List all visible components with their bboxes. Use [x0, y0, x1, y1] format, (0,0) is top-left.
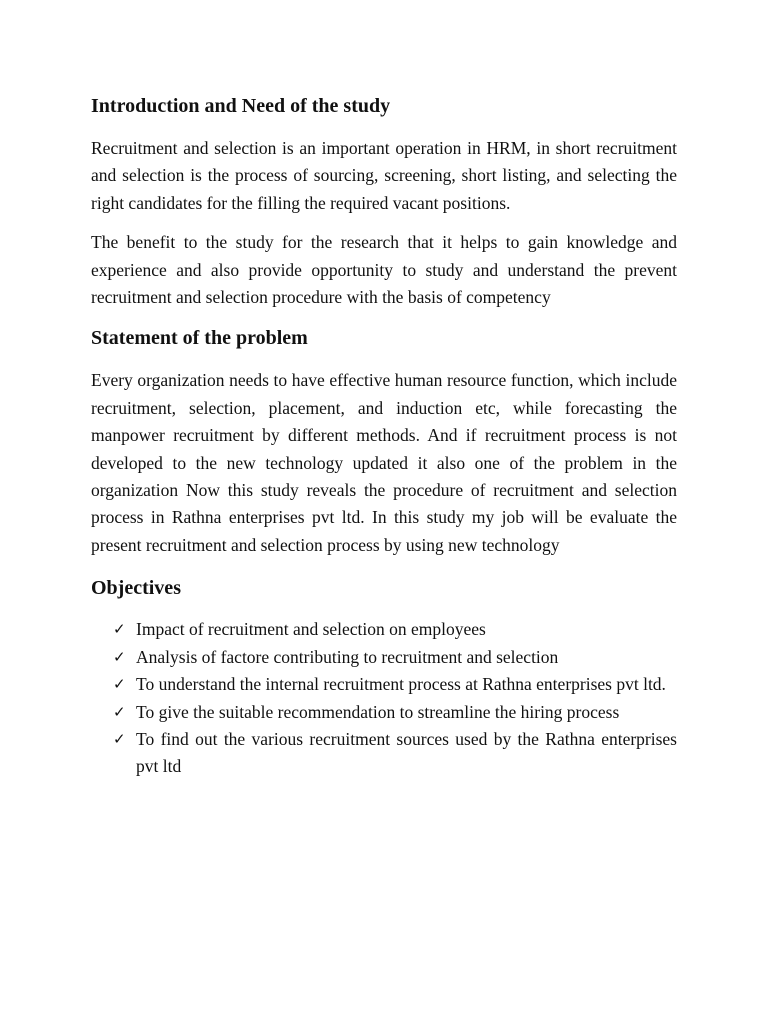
- objective-text: To give the suitable recommendation to streamline the hiring process: [136, 701, 620, 722]
- heading-statement-of-problem: Statement of the problem: [91, 327, 308, 350]
- check-mark-icon: ✓: [113, 647, 126, 666]
- objective-text: Impact of recruitment and selection on employees: [136, 619, 486, 640]
- objective-text: To understand the internal recruitment process at Rathna enterprises pvt ltd.: [136, 674, 666, 695]
- paragraph-statement-of-problem: Every organization needs to have effective human resource function, which include recruitment, selection, placement, and induction etc, while forecasting the manpower recruitment by different methods. And if recruitment process is not developed to the new technology updated it also one of the problem in the organization Now this study reveals the procedure of recruitment and selection process in Rathna enterprises pvt ltd. In this study my job will be evaluate the present recruitment and selection process by using new technology: [91, 370, 677, 555]
- objective-item: [91, 699, 677, 726]
- objective-item: [91, 726, 677, 781]
- paragraph-introduction-1: Recruitment and selection is an important operation in HRM, in short recruitment and selection is the process of sourcing, screening, short listing, and selecting the right candidates for the filling the required vacant positions.: [91, 138, 677, 213]
- check-mark-icon: ✓: [113, 620, 126, 639]
- objective-item: [91, 671, 677, 698]
- check-mark-icon: ✓: [113, 702, 126, 721]
- heading-introduction: Introduction and Need of the study: [91, 95, 391, 117]
- objective-item: [91, 616, 677, 643]
- paragraph-introduction-2: The benefit to the study for the research that it helps to gain knowledge and experience and also provide opportunity to study and understand the prevent recruitment and selection procedure with the basis of competency: [91, 232, 677, 308]
- objectives-list: [91, 616, 677, 780]
- objective-item: [91, 644, 677, 671]
- check-mark-icon: ✓: [113, 729, 126, 748]
- heading-objectives: Objectives: [91, 577, 181, 600]
- check-mark-icon: ✓: [113, 675, 126, 694]
- objective-text: To find out the various recruitment sources used by the Rathna enterprises pvt ltd: [136, 728, 677, 777]
- objective-text: Analysis of factore contributing to recruitment and selection: [136, 646, 559, 667]
- document-page: [91, 88, 677, 781]
